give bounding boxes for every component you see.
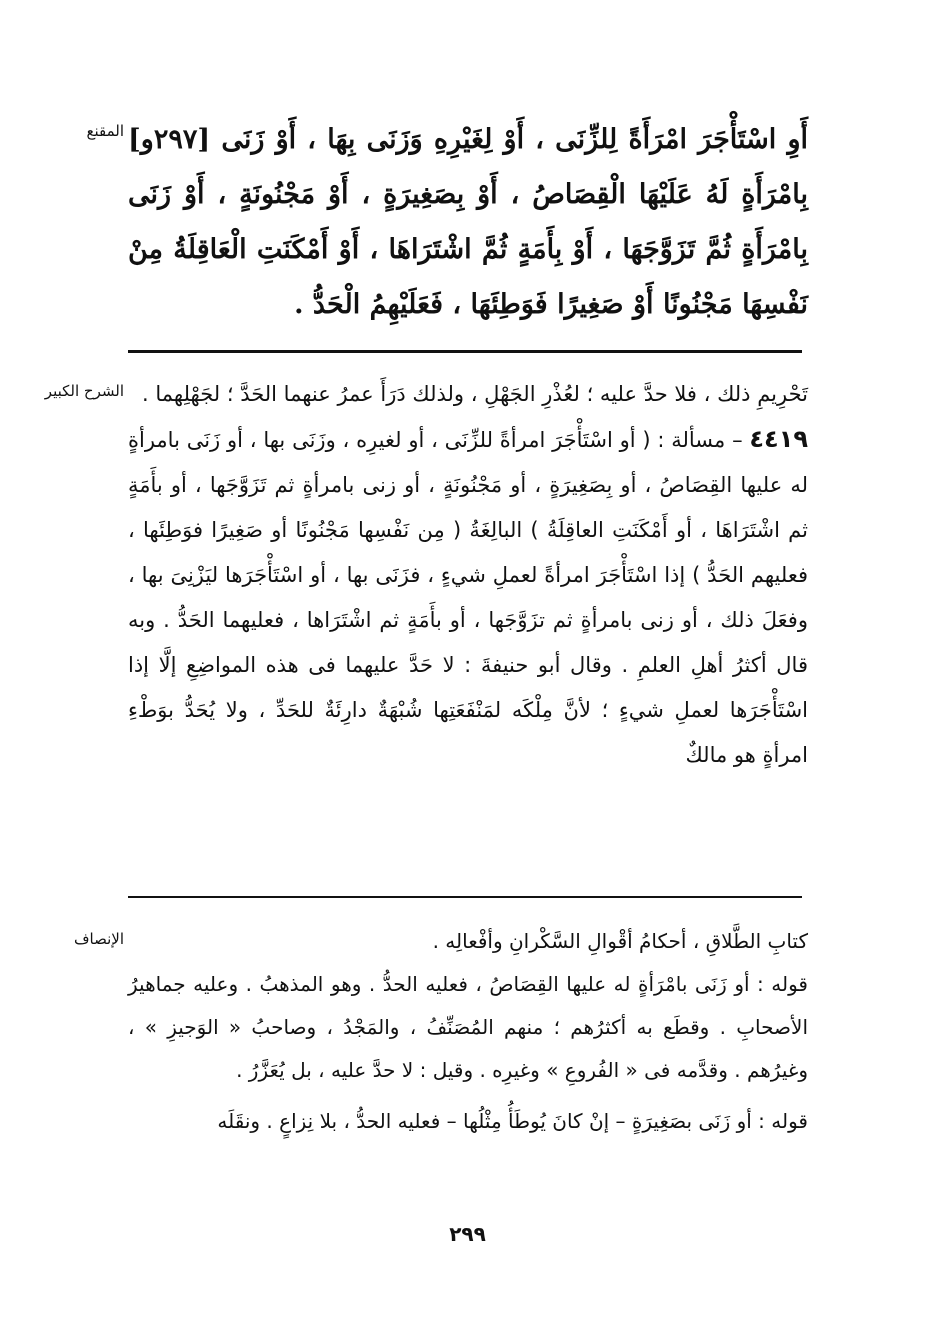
paragraph-gap	[128, 1092, 808, 1100]
sharh-section	[128, 372, 808, 778]
section-divider-2	[128, 896, 802, 898]
page-number: ٢٩٩	[449, 1222, 486, 1246]
sharh-issue	[128, 417, 808, 778]
section-divider-1	[128, 350, 802, 353]
insaf-paragraph-3: قوله : أو زَنَى بصَغِيرَةٍ – إنْ كانَ يُوطَأُ مِثْلُها – فعليه الحدُّ ، بلا نِزاعٍ . ونقَلَه	[217, 1109, 808, 1133]
margin-label-sharh: الشرح الكبير	[44, 382, 124, 400]
insaf-section	[128, 920, 808, 1143]
issue-body: – مسألة : ( أو اسْتَأْجَرَ امرأةً للزِّنَى ، أو لغيرِه ، وزَنَى بها ، أو زَنَى بامرأةٍ له عليها القِصَاصُ ، أو بِصَغِيرَةٍ ، أو مَجْنُونَةٍ ، أو زنى بامرأةٍ ثم تَزَوَّجَها ، أو بأَمَةٍ ثم اشْتَرَاهَا ، أو أَمْكَنَتِ العاقِلَةُ ) البالِغَةُ ( مِن نَفْسِها مَجْنُونًا أو صَغِيرًا فوَطِئَها ، فعليهم الحَدُّ ) إذا اسْتَأْجَرَ امرأةً لعملِ شيءٍ ، فزَنَى بها ، أو اسْتَأْجَرَها ليَزْنِىَ بها ، وفعَلَ ذلك ، أو زنى بامرأةٍ ثم تزَوَّجَها ، أو بأَمَةٍ ثم اشْتَرَاها ، فعليهما الحَدُّ . وبه قال أكثرُ أهلِ العلمِ . وقال أبو حنيفةَ : لا حَدَّ عليهما فى هذه المواضِعِ إلَّا إذا اسْتَأْجَرَها لعملِ شيءٍ ؛ لأنَّ مِلْكَه لمَنْفَعَتِها شُبْهَةٌ دارِئَةٌ للحَدِّ ، ولا يُحَدُّ بوَطْءِ امرأةٍ هو مالكٌ	[128, 428, 808, 767]
muqni-text: أَوِ اسْتَأْجَرَ امْرَأَةً لِلزِّنَى ، أَوْ لِغَيْرِهِ وَزَنَى بِهَا ، أَوْ زَنَى [٢٩٧و] بِامْرَأَةٍ لَهُ عَلَيْهَا الْقِصَاصُ ، أَوْ بِصَغِيرَةٍ ، أَوْ مَجْنُونَةٍ ، أَوْ زَنَى بِامْرَأَةٍ ثُمَّ تَزَوَّجَهَا ، أَوْ بِأَمَةٍ ثُمَّ اشْتَرَاهَا ، أَوْ أَمْكَنَتِ الْعَاقِلَةُ مِنْ نَفْسِهَا مَجْنُونًا أَوْ صَغِيرًا فَوَطِئَهَا ، فَعَلَيْهِمُ الْحَدُّ .	[128, 124, 808, 320]
insaf-paragraph-2: قوله : أو زَنَى بامْرَأةٍ له عليها القِصَاصُ ، فعليه الحدُّ . وهو المذهبُ . وعليه جماهيرُ الأصحابِ . وقطَع به أكثرُهم ؛ منهم المُصَنِّفُ ، والمَجْدُ ، وصاحبُ « الوَجيزِ » ، وغيرُهم . وقدَّمه فى « الفُروعِ » وغيرِه . وقيل : لا حدَّ عليه ، بل يُعَزَّرُ .	[128, 972, 808, 1082]
insaf-paragraph-1: كتابِ الطَّلاقِ ، أحكامُ أقْوالِ السَّكْرانِ وأفْعالِه .	[432, 929, 808, 953]
margin-label-muqni: المقنع	[86, 122, 124, 140]
issue-number: ٤٤١٩	[749, 425, 808, 453]
margin-label-insaf: الإنصاف	[73, 930, 124, 948]
sharh-intro: تَحْرِيمِ ذلك ، فلا حدَّ عليه ؛ لعُذْرِ الجَهْلِ ، ولذلك دَرَأَ عمرُ عنهما الحَدَّ ؛ لجَهْلِهما .	[142, 382, 808, 406]
muqni-section	[128, 112, 808, 332]
